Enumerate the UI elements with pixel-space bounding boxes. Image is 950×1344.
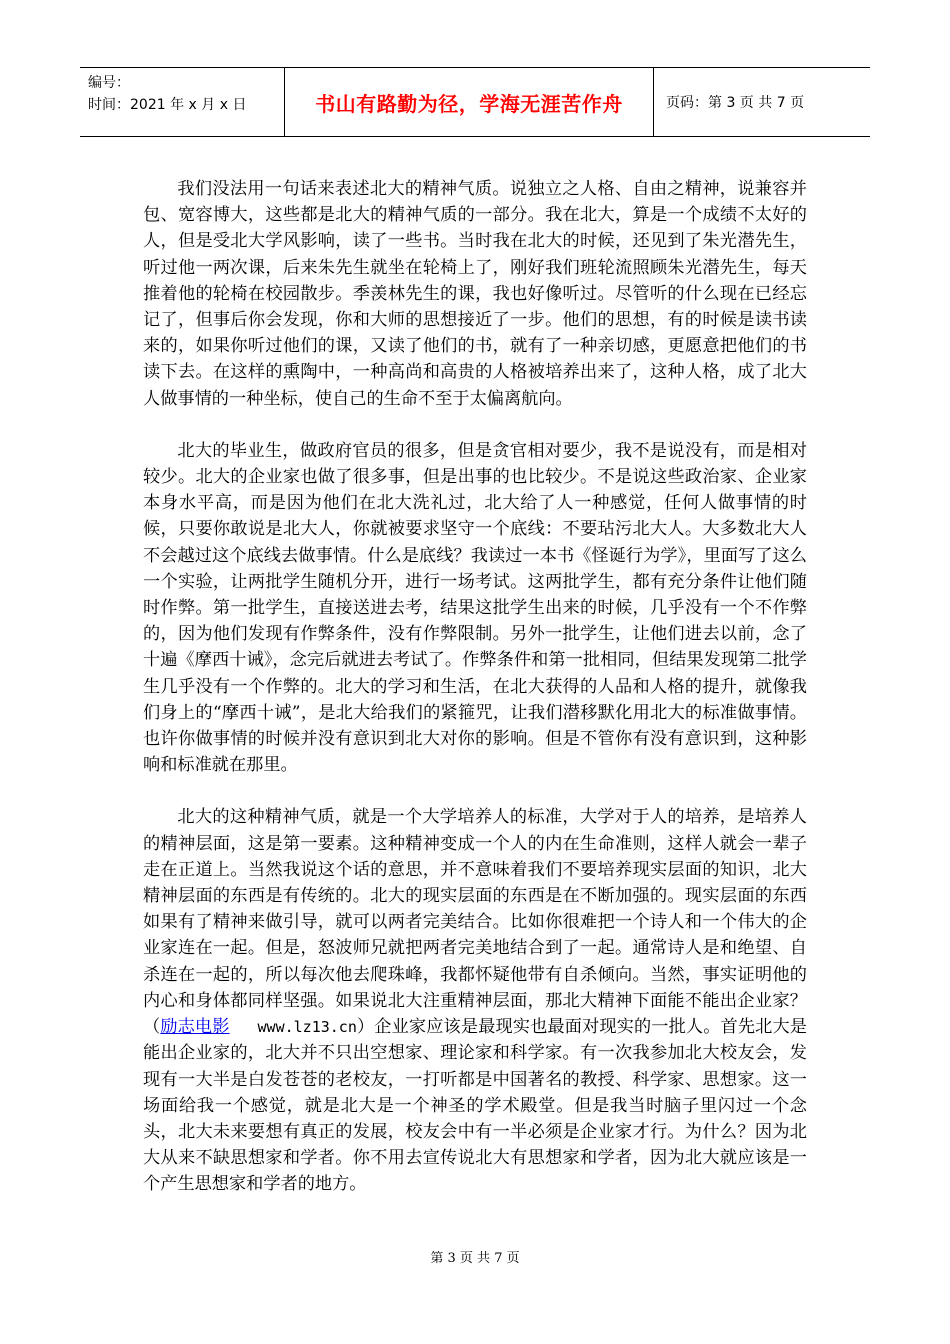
website-url: www.lz13.cn	[257, 1018, 357, 1037]
inspirational-movie-link[interactable]: 励志电影	[160, 1017, 230, 1038]
page-footer: 第 3 页 共 7 页	[430, 1251, 520, 1266]
paragraph-3-text-end: ）企业家应该是最现实也最面对现实的一批人。首先北大是能出企业家的，北大并不只出空想家、理论家和科学家。有一次我参加北大校友会，发现有一大半是白发苍苍的老校友，一打听都是中国著名的教授、科学家、思想家。这一场面给我一个感觉，就是北大是一个神圣的学术殿堂。但是我当时脑子里闪过一个念头，北大未来要想有真正的发展，校友会中有一半必须是企业家才行。为什么？因为北大从来不缺思想家和学者。你不用去宣传说北大有思想家和学者，因为北大就应该是一个产生思想家和学者的地方。	[143, 1017, 807, 1195]
document-body	[143, 176, 807, 1224]
paragraph-3-text-start: 北大的这种精神气质，就是一个大学培养人的标准，大学对于人的培养，是培养人的精神层面，这是第一要素。这种精神变成一个人的内在生命准则，这样人就会一辈子走在正道上。当然我说这个话的意思，并不意味着我们不要培养现实层面的知识，北大精神层面的东西是有传统的。北大的现实层面的东西是在不断加强的。现实层面的东西如果有了精神来做引导，就可以两者完美结合。比如你很难把一个诗人和一个伟大的企业家连在一起。但是，怒波师兄就把两者完美地结合到了一起。通常诗人是和绝望、自杀连在一起的，所以每次他去爬珠峰，我都怀疑他带有自杀倾向。当然，事实证明他的内心和身体都同样坚强。如果说北大注重精神层面，那北大精神下面能不能出企业家？（	[143, 807, 807, 1038]
header-motto: 书山有路勤为径，学海无涯苦作舟	[315, 91, 623, 116]
header-motto-cell	[284, 68, 654, 136]
header-meta	[80, 68, 284, 136]
document-number-label: 编号：	[88, 75, 130, 91]
paragraph-2: 北大的毕业生，做政府官员的很多，但是贪官相对要少，我不是说没有，而是相对较少。北大的企业家也做了很多事，但是出事的也比较少。不是说这些政治家、企业家本身水平高，而是因为他们在北大洗礼过，北大给了人一种感觉，任何人做事情的时候，只要你敢说是北大人，你就被要求坚守一个底线：不要玷污北大人。大多数北大人不会越过这个底线去做事情。什么是底线？我读过一本书《怪诞行为学》，里面写了这么一个实验，让两批学生随机分开，进行一场考试。这两批学生，都有充分条件让他们随时作弊。第一批学生，直接送进去考，结果这批学生出来的时候，几乎没有一个不作弊的，因为他们发现有作弊条件，没有作弊限制。另外一批学生，让他们进去以前，念了十遍《摩西十诫》，念完后就进去考试了。作弊条件和第一批相同，但结果发现第二批学生几乎没有一个作弊的。北大的学习和生活，在北大获得的人品和人格的提升，就像我们身上的“摩西十诫”，是北大给我们的紧箍咒，让我们潜移默化用北大的标准做事情。也许你做事情的时候并没有意识到北大对你的影响。但是不管你有没有意识到，这种影响和标准就在那里。	[143, 440, 807, 776]
paragraph-3	[143, 804, 807, 1197]
paragraph-1: 我们没法用一句话来表述北大的精神气质。说独立之人格、自由之精神，说兼容并包、宽容博大，这些都是北大的精神气质的一部分。我在北大，算是一个成绩不太好的人，但是受北大学风影响，读了一些书。当时我在北大的时候，还见到了朱光潜先生，听过他一两次课，后来朱先生就坐在轮椅上了，刚好我们班轮流照顾朱光潜先生，每天推着他的轮椅在校园散步。季羡林先生的课，我也好像听过。尽管听的什么现在已经忘记了，但事后你会发现，你和大师的思想接近了一步。他们的思想，有的时候是读书读来的，如果你听过他们的课，又读了他们的书，就有了一种亲切感，更愿意把他们的书读下去。在这样的熏陶中，一种高尚和高贵的人格被培养出来了，这种人格，成了北大人做事情的一种坐标，使自己的生命不至于太偏离航向。	[143, 179, 807, 409]
document-date: 时间：2021 年 x 月 x 日	[88, 97, 247, 113]
page-header	[80, 67, 870, 137]
header-page-info: 页码：第 3 页 共 7 页	[666, 95, 805, 111]
